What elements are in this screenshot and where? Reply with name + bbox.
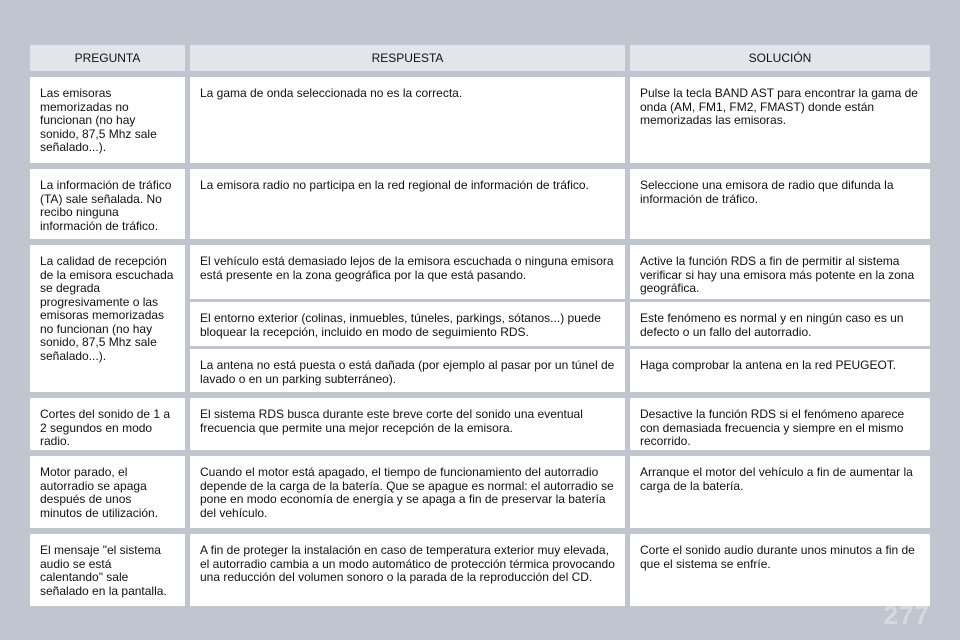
- header-question: PREGUNTA: [30, 45, 185, 71]
- answer-cell: A fin de proteger la instalación en caso de temperatura exterior muy elevada, el autorradio cambia a un modo automático de protección térmica provocando una reducción del volumen sonoro o la parada de la reproducción del CD.: [190, 534, 625, 606]
- solution-cell: Corte el sonido audio durante unos minutos a fin de que el sistema se enfríe.: [630, 534, 930, 606]
- answer-cell: La emisora radio no participa en la red regional de información de tráfico.: [190, 169, 625, 239]
- solution-cell: Active la función RDS a fin de permitir al sistema verificar si hay una emisora más potente en la zona geográfica.: [630, 245, 930, 299]
- answer-cell: El sistema RDS busca durante este breve corte del sonido una eventual frecuencia que permite una mejor recepción de la emisora.: [190, 398, 625, 450]
- answer-cell: La antena no está puesta o está dañada (por ejemplo al pasar por un túnel de lavado o en un parking subterráneo).: [190, 349, 625, 392]
- solution-cell: Arranque el motor del vehículo a fin de aumentar la carga de la batería.: [630, 456, 930, 528]
- question-cell: La información de tráfico (TA) sale señalada. No recibo ninguna información de tráfico.: [30, 169, 185, 239]
- answer-cell: El vehículo está demasiado lejos de la emisora escuchada o ninguna emisora está presente en la zona geográfica por la que está pasando.: [190, 245, 625, 299]
- question-cell: El mensaje "el sistema audio se está calentando" sale señalado en la pantalla.: [30, 534, 185, 606]
- question-cell: Cortes del sonido de 1 a 2 segundos en modo radio.: [30, 398, 185, 450]
- answer-cell: El entorno exterior (colinas, inmuebles, túneles, parkings, sótanos...) puede bloquear la recepción, incluido en modo de seguimiento RDS.: [190, 302, 625, 346]
- page-number: 277: [883, 600, 930, 630]
- solution-cell: Este fenómeno es normal y en ningún caso es un defecto o un fallo del autorradio.: [630, 302, 930, 346]
- solution-cell: Haga comprobar la antena en la red PEUGEOT.: [630, 349, 930, 392]
- header-solution: SOLUCIÓN: [630, 45, 930, 71]
- question-cell: La calidad de recepción de la emisora escuchada se degrada progresivamente o las emisoras memorizadas no funcionan (no hay sonido, 87,5 Mhz sale señalado...).: [30, 245, 185, 392]
- answer-cell: La gama de onda seleccionada no es la correcta.: [190, 77, 625, 163]
- question-cell: Motor parado, el autorradio se apaga después de unos minutos de utilización.: [30, 456, 185, 528]
- header-answer: RESPUESTA: [190, 45, 625, 71]
- solution-cell: Seleccione una emisora de radio que difunda la información de tráfico.: [630, 169, 930, 239]
- answer-cell: Cuando el motor está apagado, el tiempo de funcionamiento del autorradio depende de la carga de la batería. Que se apague es normal: el autorradio se pone en modo economía de energía y se apaga a fin de preservar la batería del vehículo.: [190, 456, 625, 528]
- solution-cell: Desactive la función RDS si el fenómeno aparece con demasiada frecuencia y siempre en el mismo recorrido.: [630, 398, 930, 450]
- question-cell: Las emisoras memorizadas no funcionan (no hay sonido, 87,5 Mhz sale señalado...).: [30, 77, 185, 163]
- solution-cell: Pulse la tecla BAND AST para encontrar la gama de onda (AM, FM1, FM2, FMAST) donde están memorizadas las emisoras.: [630, 77, 930, 163]
